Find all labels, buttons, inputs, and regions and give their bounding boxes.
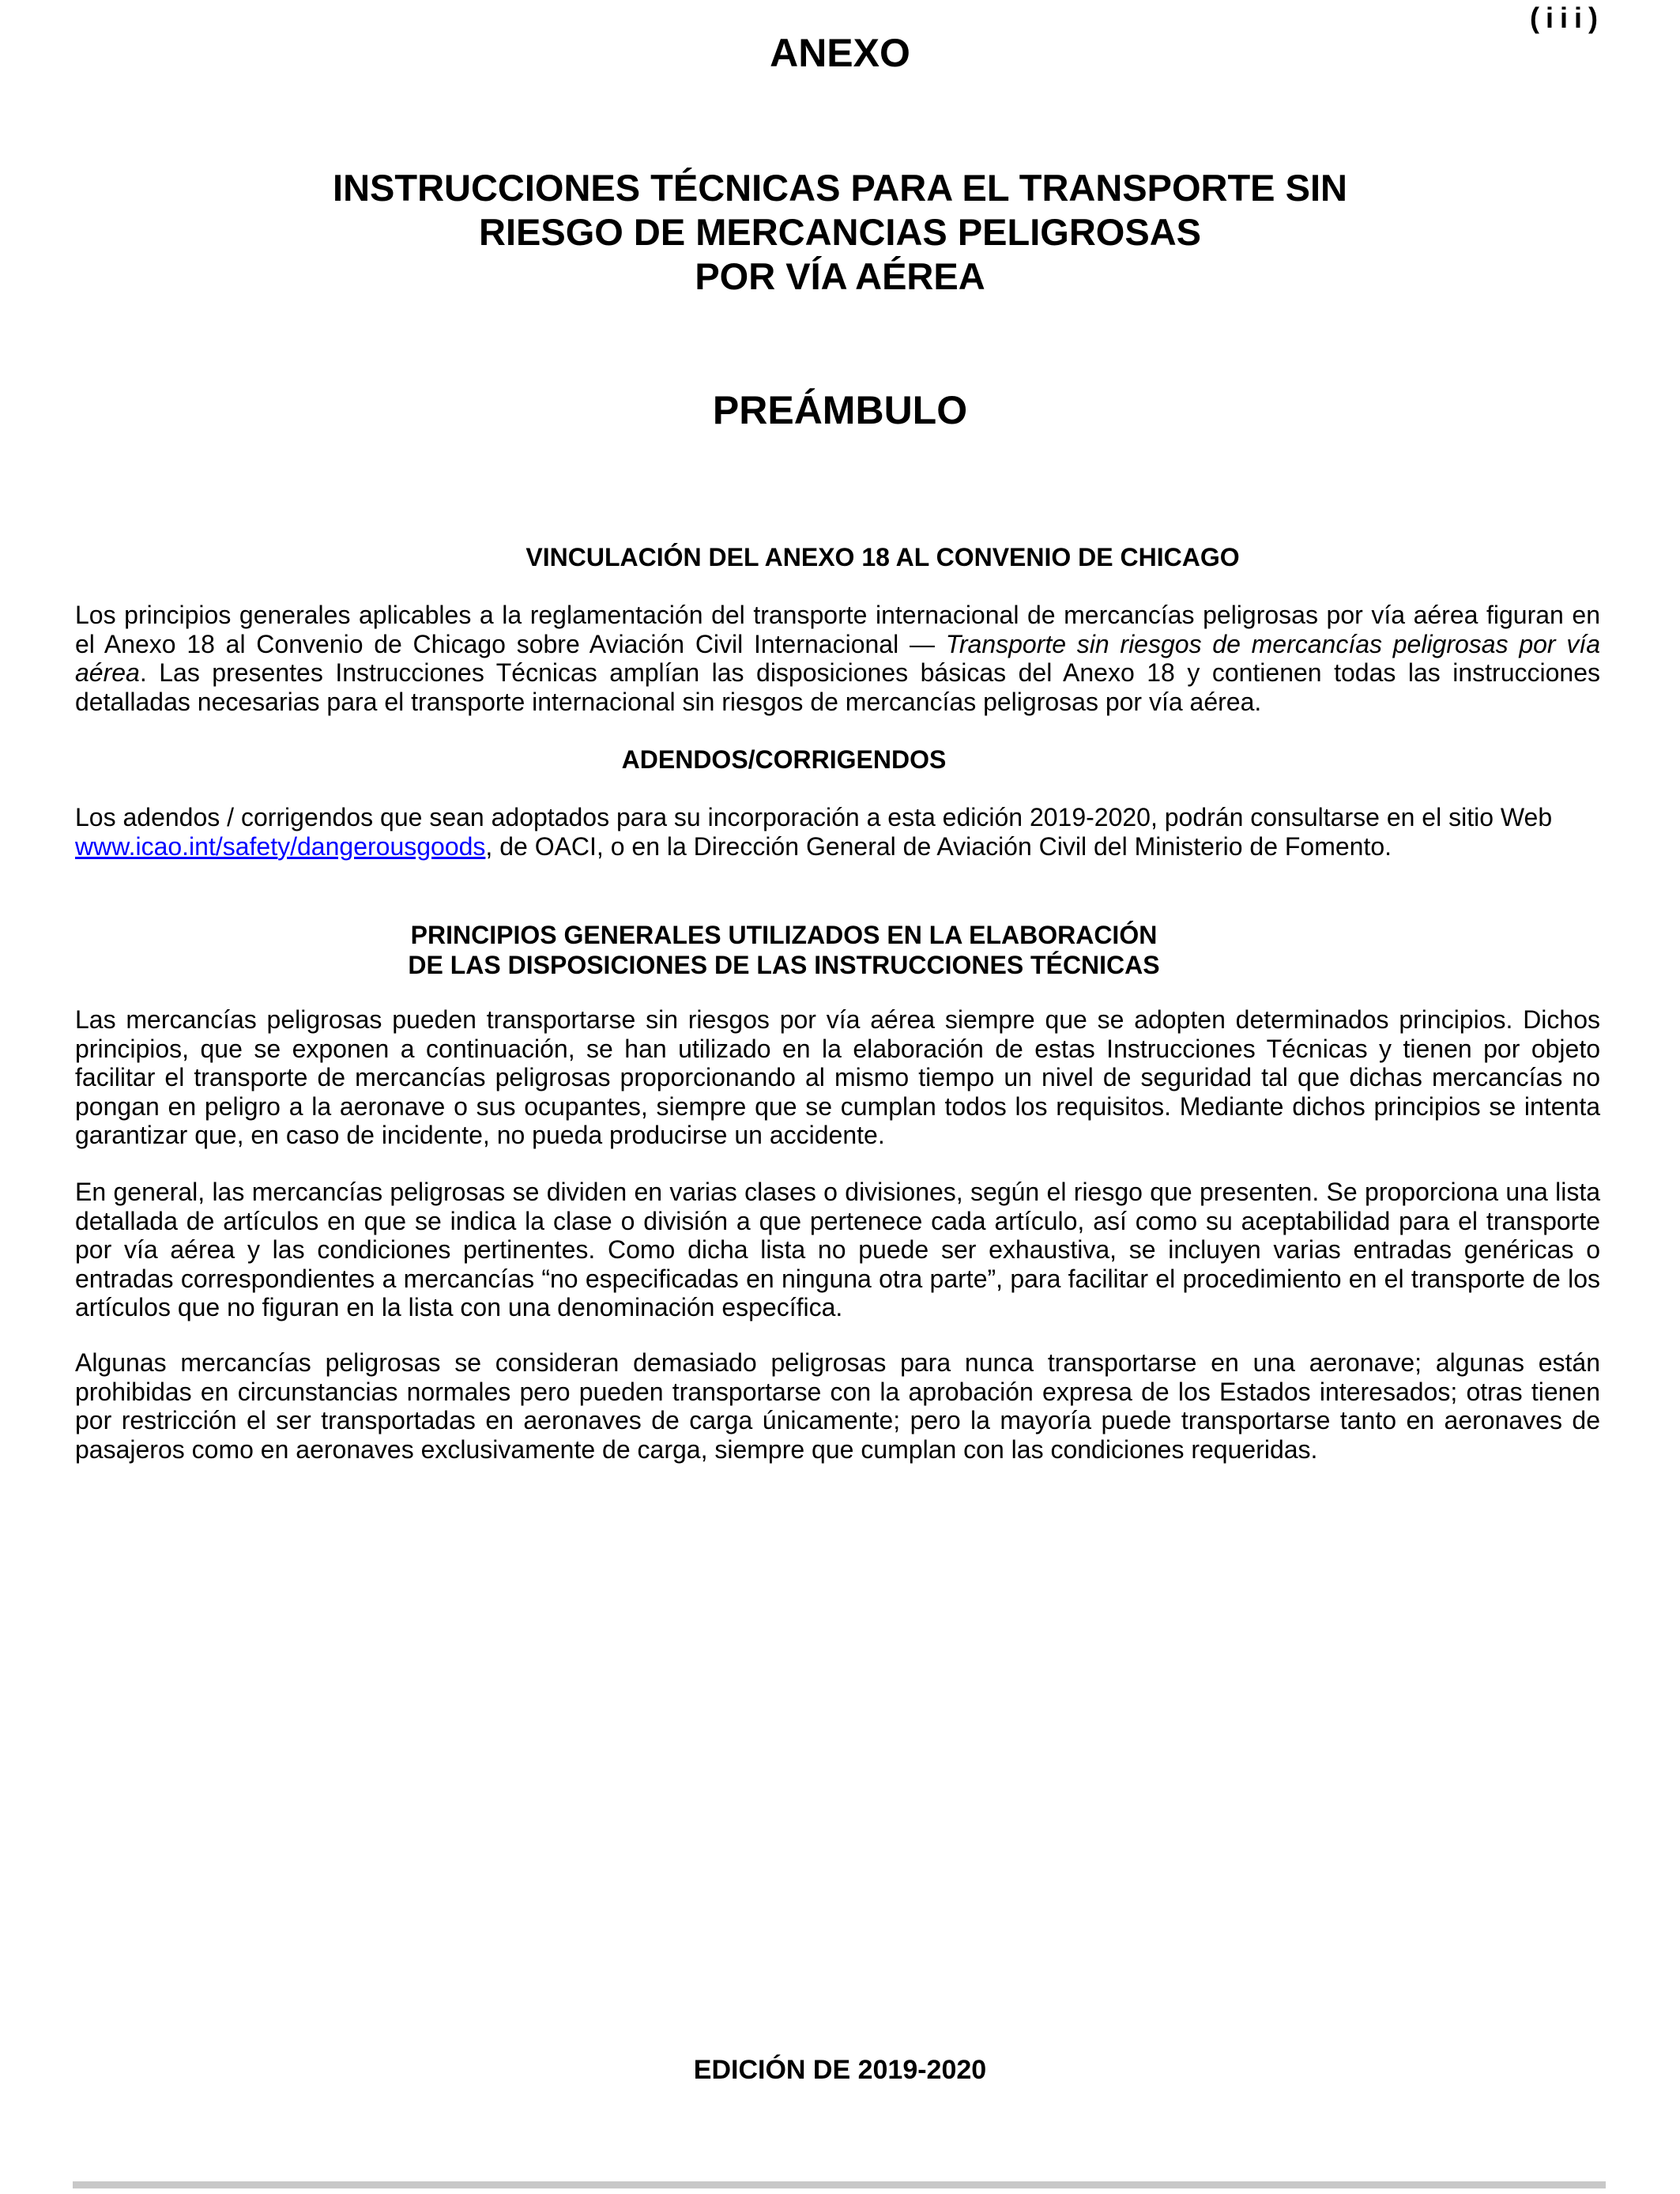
principios-paragraph-3: Algunas mercancías peligrosas se consideran demasiado peligrosas para nunca transportarse en una aeronave; algunas están prohibidas en circunstancias normales pero pueden transportarse con la aprobación expresa de los Estados interesados; otras tienen por restricción el ser transportadas en aeronaves de carga únicamente; pero la mayoría puede transportarse tanto en aeronaves de pasajeros como en aeronaves exclusivamente de carga, siempre que cumplan con las condiciones requeridas.: [75, 1348, 1600, 1464]
anexo-title: ANEXO: [770, 31, 910, 75]
main-title-line-1: INSTRUCCIONES TÉCNICAS PARA EL TRANSPORTE SIN: [333, 167, 1347, 209]
principios-heading-line-1: PRINCIPIOS GENERALES UTILIZADOS EN LA ELABORACIÓN: [410, 921, 1158, 949]
annex-18-title-italic: Transporte sin riesgos de mercancías peligrosas por vía aérea: [75, 629, 1601, 687]
principios-heading-line-2: DE LAS DISPOSICIONES DE LAS INSTRUCCIONES TÉCNICAS: [408, 951, 1160, 979]
vinculacion-text-end: . Las presentes Instrucciones Técnicas amplían las disposiciones básicas del Anexo 18 y contienen todas las instrucciones detalladas necesarias para el transporte internacional sin riesgos de mercancías peligrosas por vía aérea.: [75, 658, 1600, 716]
adendos-text-end: , de OACI, o en la Dirección General de Aviación Civil del Ministerio de Fomento.: [485, 831, 1392, 861]
principios-paragraph-2: En general, las mercancías peligrosas se dividen en varias clases o divisiones, según el riesgo que presenten. Se proporciona una lista detallada de artículos en que se indica la clase o división a que pertenece cada artículo, así como su aceptabilidad para el transporte por vía aérea y las condiciones pertinentes. Como dicha lista no puede ser exhaustiva, se incluyen varias entradas genéricas o entradas correspondientes a mercancías “no especificadas en ninguna otra parte”, para facilitar el procedimiento en el transporte de los artículos que no figuran en la lista con una denominación específica.: [75, 1178, 1600, 1321]
principios-heading: [0, 920, 1568, 980]
icao-dangerous-goods-link[interactable]: www.icao.int/safety/dangerousgoods: [75, 831, 486, 861]
vinculacion-heading: VINCULACIÓN DEL ANEXO 18 AL CONVENIO DE CHICAGO: [525, 543, 1240, 571]
main-title-line-3: POR VÍA AÉREA: [695, 255, 985, 297]
adendos-paragraph: [75, 803, 1600, 861]
main-title: [0, 166, 1680, 299]
adendos-heading: ADENDOS/CORRIGENDOS: [621, 745, 947, 774]
vinculacion-text-start: Los principios generales aplicables a la reglamentación del transporte internacional de mercancías peligrosas por vía aérea figuran en el Anexo 18 al Convenio de Chicago sobre Aviación Civil Internacional —: [75, 601, 1600, 658]
footer-divider: [73, 2181, 1606, 2188]
main-title-line-2: RIESGO DE MERCANCIAS PELIGROSAS: [479, 211, 1201, 253]
vinculacion-paragraph: [75, 601, 1600, 716]
adendos-text-start: Los adendos / corrigendos que sean adoptados para su incorporación a esta edición 2019-2020, podrán consultarse en el sitio Web: [75, 803, 1553, 831]
preambulo-title: PREÁMBULO: [712, 388, 968, 432]
principios-paragraph-1: Las mercancías peligrosas pueden transportarse sin riesgos por vía aérea siempre que se adopten determinados principios. Dichos principios, que se exponen a continuación, se han utilizado en la elaboración de estas Instrucciones Técnicas y tienen por objeto facilitar el transporte de mercancías peligrosas proporcionando al mismo tiempo un nivel de seguridad tal que dichas mercancías no pongan en peligro a la aeronave o sus ocupantes, siempre que se cumplan todos los requisitos. Mediante dichos principios se intenta garantizar que, en caso de incidente, no pueda producirse un accidente.: [75, 1005, 1600, 1149]
footer-edition: EDICIÓN DE 2019-2020: [693, 2055, 987, 2085]
page-number: (iii): [1530, 2, 1604, 34]
